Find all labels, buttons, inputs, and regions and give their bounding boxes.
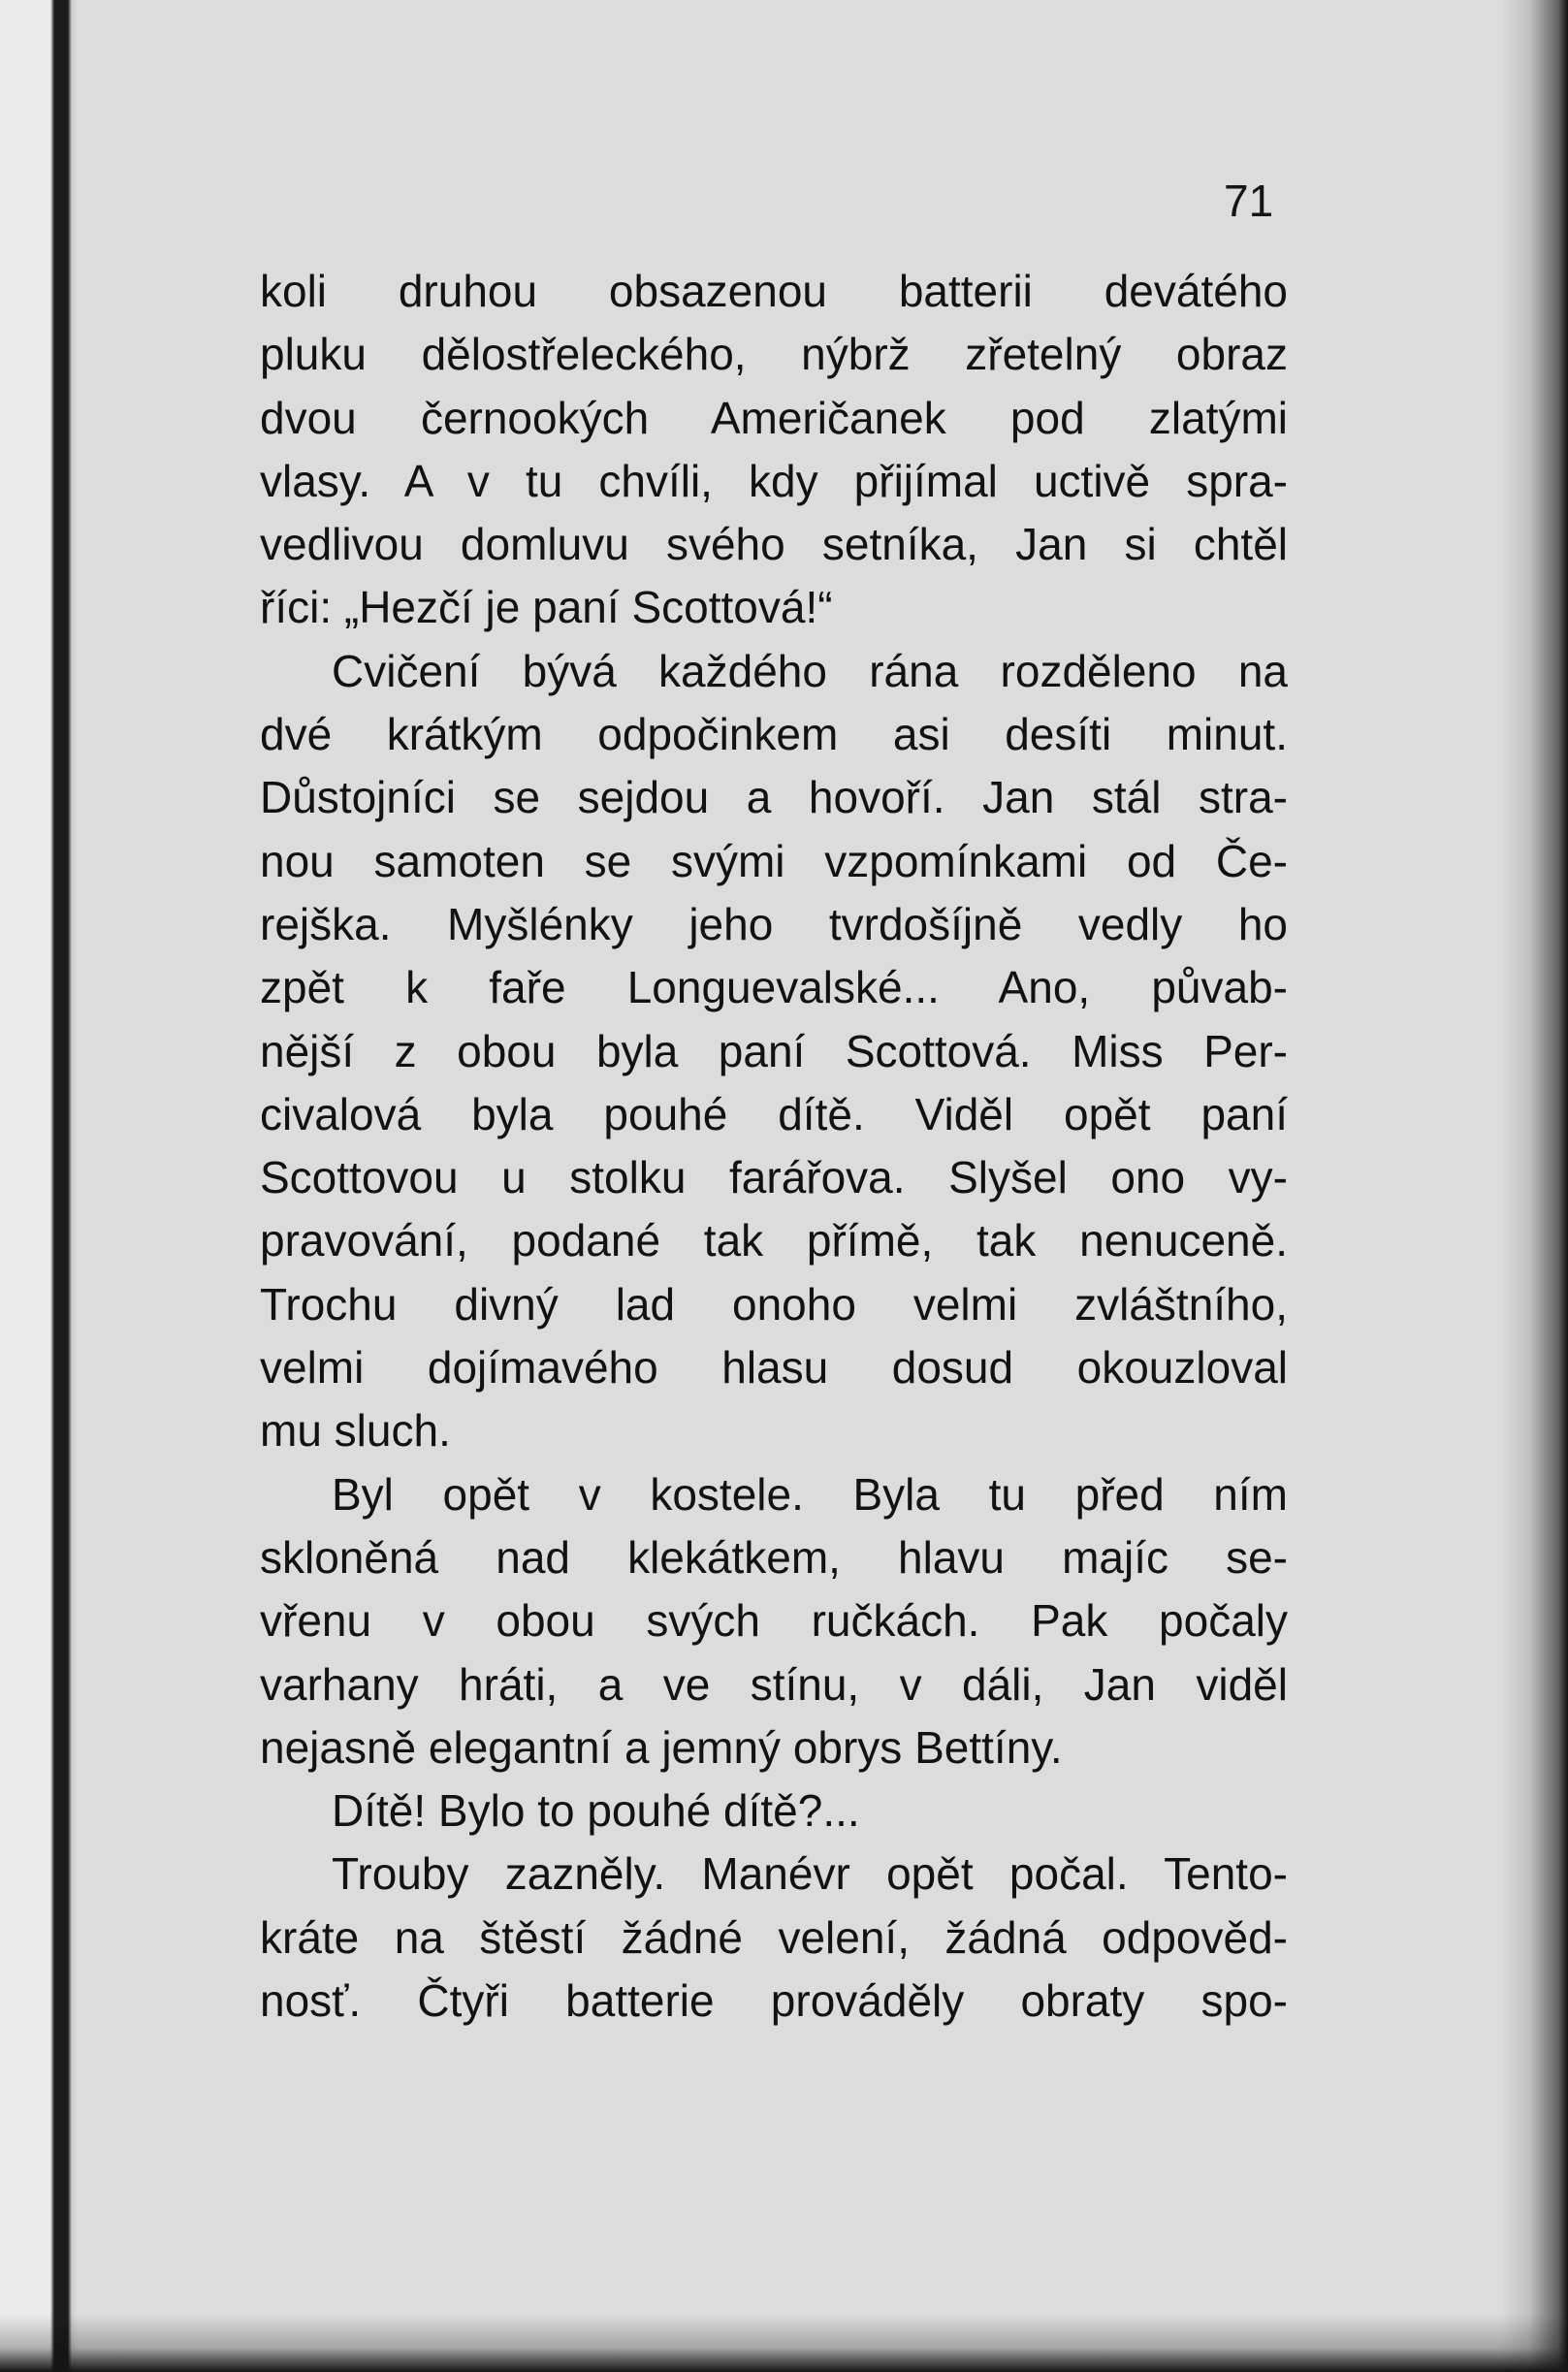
text-line: nou samoten se svými vzpomínkami od Če- (260, 835, 1288, 886)
text-line: Byl opět v kostele. Byla tu před ním (332, 1468, 1288, 1520)
text-line: vřenu v obou svých ručkách. Pak počaly (260, 1595, 1288, 1647)
page-edge-shadow-right (1500, 0, 1568, 2372)
text-line: mu sluch. (260, 1405, 451, 1457)
binding-edge (0, 0, 78, 2372)
text-line: Trochu divný lad onoho velmi zvláštního, (260, 1278, 1288, 1330)
text-line: Trouby zazněly. Manévr opět počal. Tento- (332, 1848, 1288, 1900)
text-line: dvou černookých Američanek pod zlatými (260, 392, 1288, 443)
text-line: skloněná nad klekátkem, hlavu majíc se- (260, 1531, 1288, 1583)
text-line: varhany hráti, a ve stínu, v dáli, Jan viděl (260, 1658, 1288, 1710)
body-text (260, 260, 1288, 2033)
text-line: Důstojníci se sejdou a hovoří. Jan stál stra- (260, 772, 1288, 823)
text-line: nější z obou byla paní Scottová. Miss Per- (260, 1025, 1288, 1076)
text-line: rejška. Myšlénky jeho tvrdošíjně vedly ho (260, 898, 1288, 949)
text-line: nosť. Čtyři batterie prováděly obraty spo- (260, 1975, 1288, 2027)
page-edge-shadow-bottom (0, 2314, 1568, 2372)
text-line: Cvičení bývá každého rána rozděleno na (332, 645, 1288, 696)
text-line: vlasy. A v tu chvíli, kdy přijímal uctivě spra- (260, 455, 1288, 506)
text-line: říci: „Hezčí je paní Scottová!“ (260, 582, 833, 633)
text-line: civalová byla pouhé dítě. Viděl opět paní (260, 1088, 1288, 1139)
text-line: velmi dojímavého hlasu dosud okouzloval (260, 1342, 1288, 1394)
text-line: dvé krátkým odpočinkem asi desíti minut. (260, 709, 1288, 760)
text-line: nejasně elegantní a jemný obrys Bettíny. (260, 1721, 1063, 1773)
text-line: pluku dělostřeleckého, nýbrž zřetelný obraz (260, 329, 1288, 380)
text-line: Scottovou u stolku farářova. Slyšel ono vy- (260, 1152, 1288, 1203)
text-line: koli druhou obsazenou batterii devátého (260, 266, 1288, 316)
text-line: kráte na štěstí žádné velení, žádná odpověd- (260, 1911, 1288, 1963)
text-line: vedlivou domluvu svého setníka, Jan si chtěl (260, 519, 1288, 570)
page-number: 71 (1224, 176, 1274, 226)
text-line: pravování, podané tak přímě, tak nenuceně. (260, 1215, 1288, 1266)
text-line: zpět k faře Longuevalské... Ano, půvab- (260, 962, 1288, 1013)
text-line: Dítě! Bylo to pouhé dítě?... (332, 1785, 860, 1837)
